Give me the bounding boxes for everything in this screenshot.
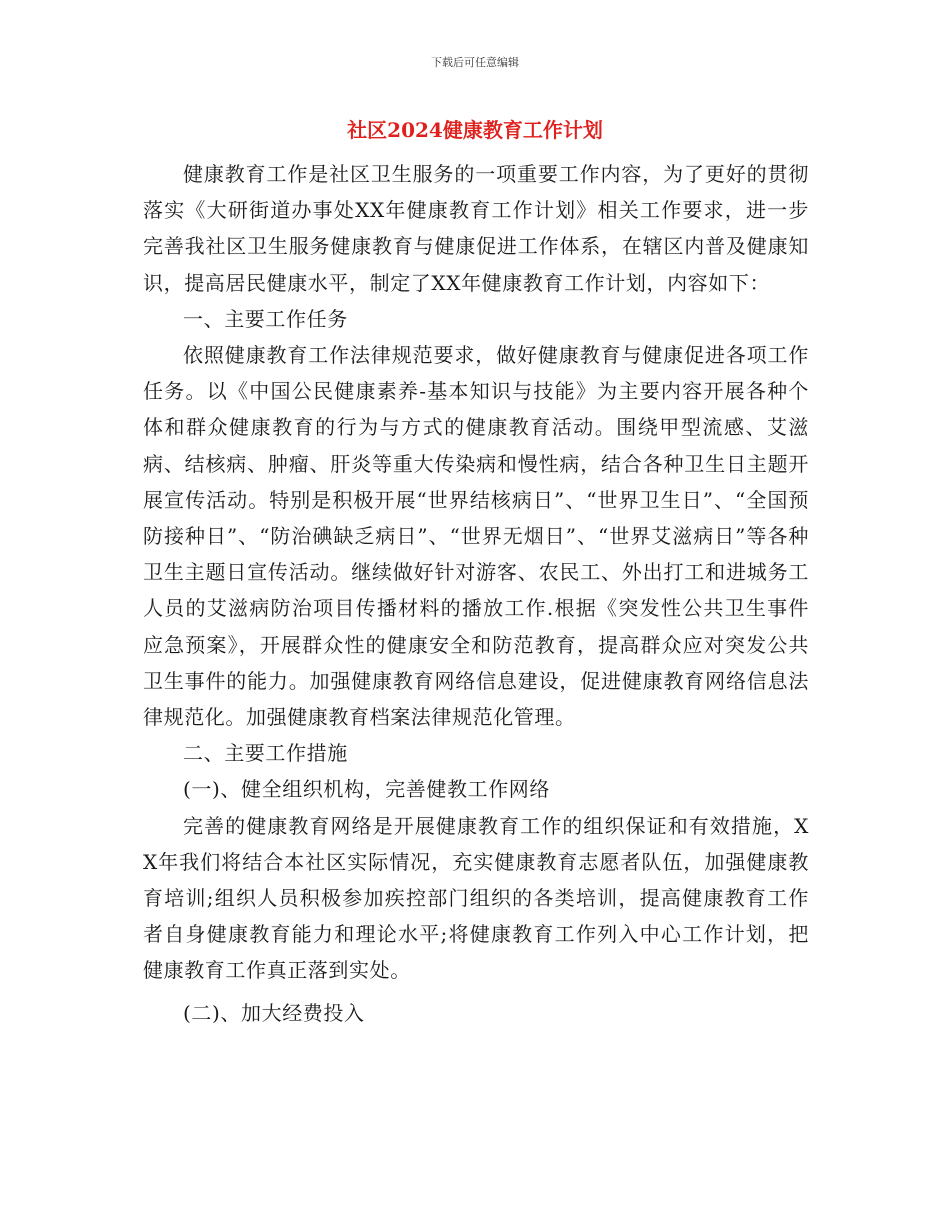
intro-paragraph: 健康教育工作是社区卫生服务的一项重要工作内容，为了更好的贯彻落实《大研街道办事处XX年健康教育工作计划》相关工作要求，进一步完善我社区卫生服务健康教育与健康促进工作体系，在辖区内普及健康知识，提高居民健康水平，制定了XX年健康教育工作计划，内容如下： xyxy=(143,162,809,295)
section-heading-1: 一、主要工作任务 xyxy=(183,306,348,331)
section-1-paragraph: 依照健康教育工作法律规范要求，做好健康教育与健康促进各项工作任务。以《中国公民健康素养-基本知识与技能》为主要内容开展各种个体和群众健康教育的行为与方式的健康教育活动。围绕甲型流感、艾滋病、结核病、肿瘤、肝炎等重大传染病和慢性病，结合各种卫生日主题开展宣传活动。特别是积极开展“世界结核病日”、“世界卫生日”、“全国预防接种日”、“防治碘缺乏病日”、“世界无烟日”、“世界艾滋病日”等各种卫生主题日宣传活动。继续做好针对游客、农民工、外出打工和进城务工人员的艾滋病防治项目传播材料的播放工作.根据《突发性公共卫生事件应急预案》，开展群众性的健康安全和防范教育，提高群众应对突发公共卫生事件的能力。加强健康教育网络信息建设，促进健康教育网络信息法律规范化。加强健康教育档案法律规范化管理。 xyxy=(143,343,809,730)
section-heading-2: 二、主要工作措施 xyxy=(183,741,348,766)
document-title: 社区2024健康教育工作计划 xyxy=(347,118,603,142)
subsection-heading-1: (一)、健全组织机构，完善健教工作网络 xyxy=(183,777,551,802)
header-note: 下载后可任意编辑 xyxy=(431,56,519,69)
subsection-1-paragraph: 完善的健康教育网络是开展健康教育工作的组织保证和有效措施，XX年我们将结合本社区实际情况，充实健康教育志愿者队伍，加强健康教育培训;组织人员积极参加疾控部门组织的各类培训，提高健康教育工作者自身健康教育能力和理论水平;将健康教育工作列入中心工作计划，把健康教育工作真正落到实处。 xyxy=(143,813,809,983)
subsection-heading-2: (二)、加大经费投入 xyxy=(183,1000,365,1025)
document-body xyxy=(143,156,809,1031)
